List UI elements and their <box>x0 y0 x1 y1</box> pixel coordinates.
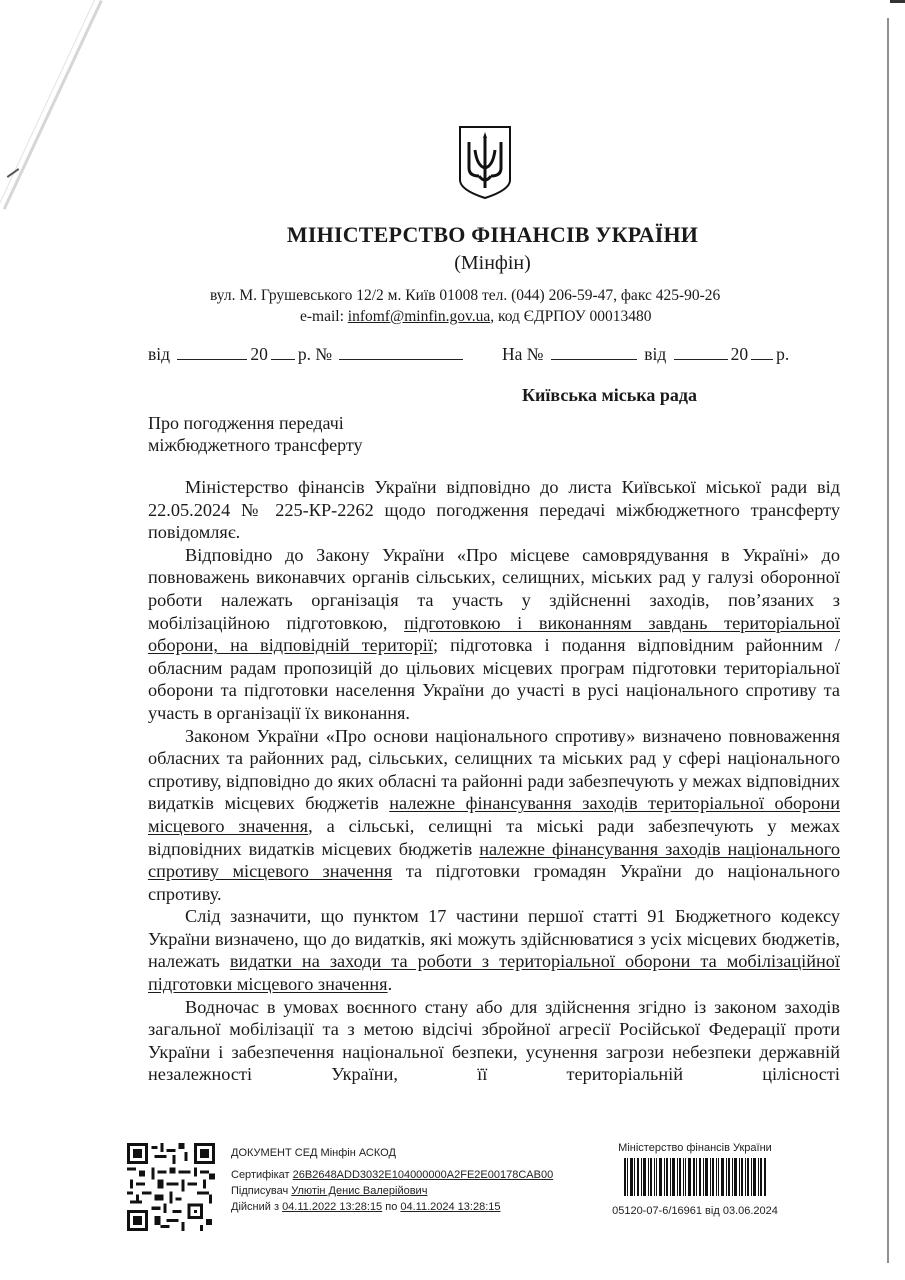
reply-from-label: від <box>644 344 667 364</box>
qr-code-icon[interactable] <box>127 1143 215 1231</box>
valid-to-label: по <box>382 1201 401 1213</box>
letter-body <box>148 476 840 1086</box>
valid-label: Дійсний з <box>231 1201 283 1213</box>
text: та підготовки громадян України до національного спротиву. <box>148 861 840 904</box>
text: . <box>387 974 393 995</box>
barcode-organization: Міністерство фінансів України <box>618 1142 772 1154</box>
incoming-reference <box>502 344 789 365</box>
validity-line <box>231 1199 553 1215</box>
reply-number-blank <box>551 345 637 360</box>
valid-from: 04.11.2022 13:28:15 <box>282 1201 383 1213</box>
scan-artifact <box>890 0 905 3</box>
outgoing-registration <box>148 344 466 365</box>
text: ; підготовка і подання відповідним районним / обласним радам пропозицій до цільових місцевих програм підготовки територіальної оборони та підготовки населення України до участі в русі національного спротиву та участь в організації їх виконання. <box>148 635 840 723</box>
reply-year-prefix: 20 <box>730 344 749 364</box>
reply-year-suffix: р. <box>776 344 790 364</box>
paragraph <box>148 905 840 995</box>
number-label: р. № <box>297 344 333 364</box>
paragraph <box>148 725 840 906</box>
paragraph: Водночас в умовах воєнного стану або для здійснення згідно із законом заходів загальної мобілізації та з метою відсічі збройної агресії Російської Федерації проти України і забезпечення національної безпеки, усунення загрози небезпеки державній незалежності України, її територіальній цілісності <box>148 996 840 1085</box>
certificate-line <box>231 1167 553 1183</box>
underlined-text: підготовкою і виконанням завдань територіальної оборони, на відповідній території <box>148 612 840 656</box>
paragraph <box>148 544 840 725</box>
certificate-label: Сертифікат <box>231 1169 293 1181</box>
from-label: від <box>148 344 171 364</box>
email-link[interactable]: infomf@minfin.gov.ua <box>347 308 491 325</box>
registration-number: 05120-07-6/16961 від 03.06.2024 <box>612 1205 778 1217</box>
underlined-text: видатки на заходи та роботи з територіальної оборони та мобілізаційної підготовки місцевого значення <box>148 951 841 995</box>
subject-line: Про погодження передачі <box>148 413 344 433</box>
certificate-value: 26B2648ADD3032E104000000A2FE2E00178CAB00 <box>292 1169 554 1181</box>
underlined-text: належне фінансування заходів територіальної оборони місцевого значення <box>148 793 840 836</box>
paragraph: Міністерство фінансів України відповідно до листа Київської міської ради від 22.05.2024 № 225-КР-2262 щодо погодження передачі міжбюджетного трансферту повідомляє. <box>148 477 840 543</box>
valid-to: 04.11.2024 13:28:15 <box>400 1201 501 1213</box>
email-label: e-mail: <box>300 308 348 325</box>
coat-of-arms-of-ukraine-icon <box>457 124 513 200</box>
sed-title: ДОКУМЕНТ СЕД Мінфін АСКОД <box>231 1147 396 1159</box>
electronic-signature-block <box>231 1145 553 1215</box>
signer-line <box>231 1183 553 1199</box>
signer-label: Підписувач <box>231 1185 292 1197</box>
reply-number-label: На № <box>502 344 544 364</box>
signer-value: Улютін Денис Валерійович <box>291 1185 428 1197</box>
registration-stamp <box>605 1142 785 1217</box>
organization-contacts <box>300 308 652 326</box>
number-blank <box>339 345 463 360</box>
scan-artifact <box>0 0 95 209</box>
underlined-text: належне фінансування заходів національного спротиву місцевого значення <box>148 838 840 882</box>
text: Слід зазначити, що пунктом 17 частини першої статті 91 Бюджетного кодексу України визначено, що до видатків, які можуть здійснюватися з усіх місцевих бюджетів, належать <box>148 906 840 972</box>
barcode-icon <box>624 1158 766 1196</box>
year-prefix: 20 <box>250 344 268 364</box>
reply-year-blank <box>751 345 773 360</box>
reply-date-blank <box>674 345 728 360</box>
scan-edge-line <box>887 18 889 1263</box>
date-blank <box>177 345 247 360</box>
organization-short-name: (Мінфін) <box>454 252 531 274</box>
subject <box>148 412 363 456</box>
subject-line: міжбюджетного трансферту <box>148 435 363 455</box>
text: Законом України «Про основи національного спротиву» визначено повноваження обласних та районних рад, сільських, селищних та міських рад у сфері національного спротиву, відповідно до яких обласні та районні ради забезпечують у межах відповідних видатків місцевих бюджетів <box>148 725 840 814</box>
year-blank <box>271 345 295 360</box>
edrpou-code: , код ЄДРПОУ 00013480 <box>490 308 652 325</box>
scan-artifact <box>3 0 103 210</box>
organization-title: МІНІСТЕРСТВО ФІНАНСІВ УКРАЇНИ <box>286 222 699 247</box>
addressee: Київська міська рада <box>522 385 697 405</box>
text: , а сільські, селищні та міські ради забезпечують у межах відповідних видатків місцевих бюджетів <box>148 815 840 859</box>
text: Відповідно до Закону України «Про місцеве самоврядування в Україні» до повноважень виконавчих органів сільських, селищних, міських рад у галузі оборонної роботи належать організація та участь у здійсненні заходів, пов’язаних з мобілізаційною підготовкою, <box>148 544 840 633</box>
organization-address: вул. М. Грушевського 12/2 м. Київ 01008 тел. (044) 206-59-47, факс 425-90-26 <box>210 287 721 304</box>
